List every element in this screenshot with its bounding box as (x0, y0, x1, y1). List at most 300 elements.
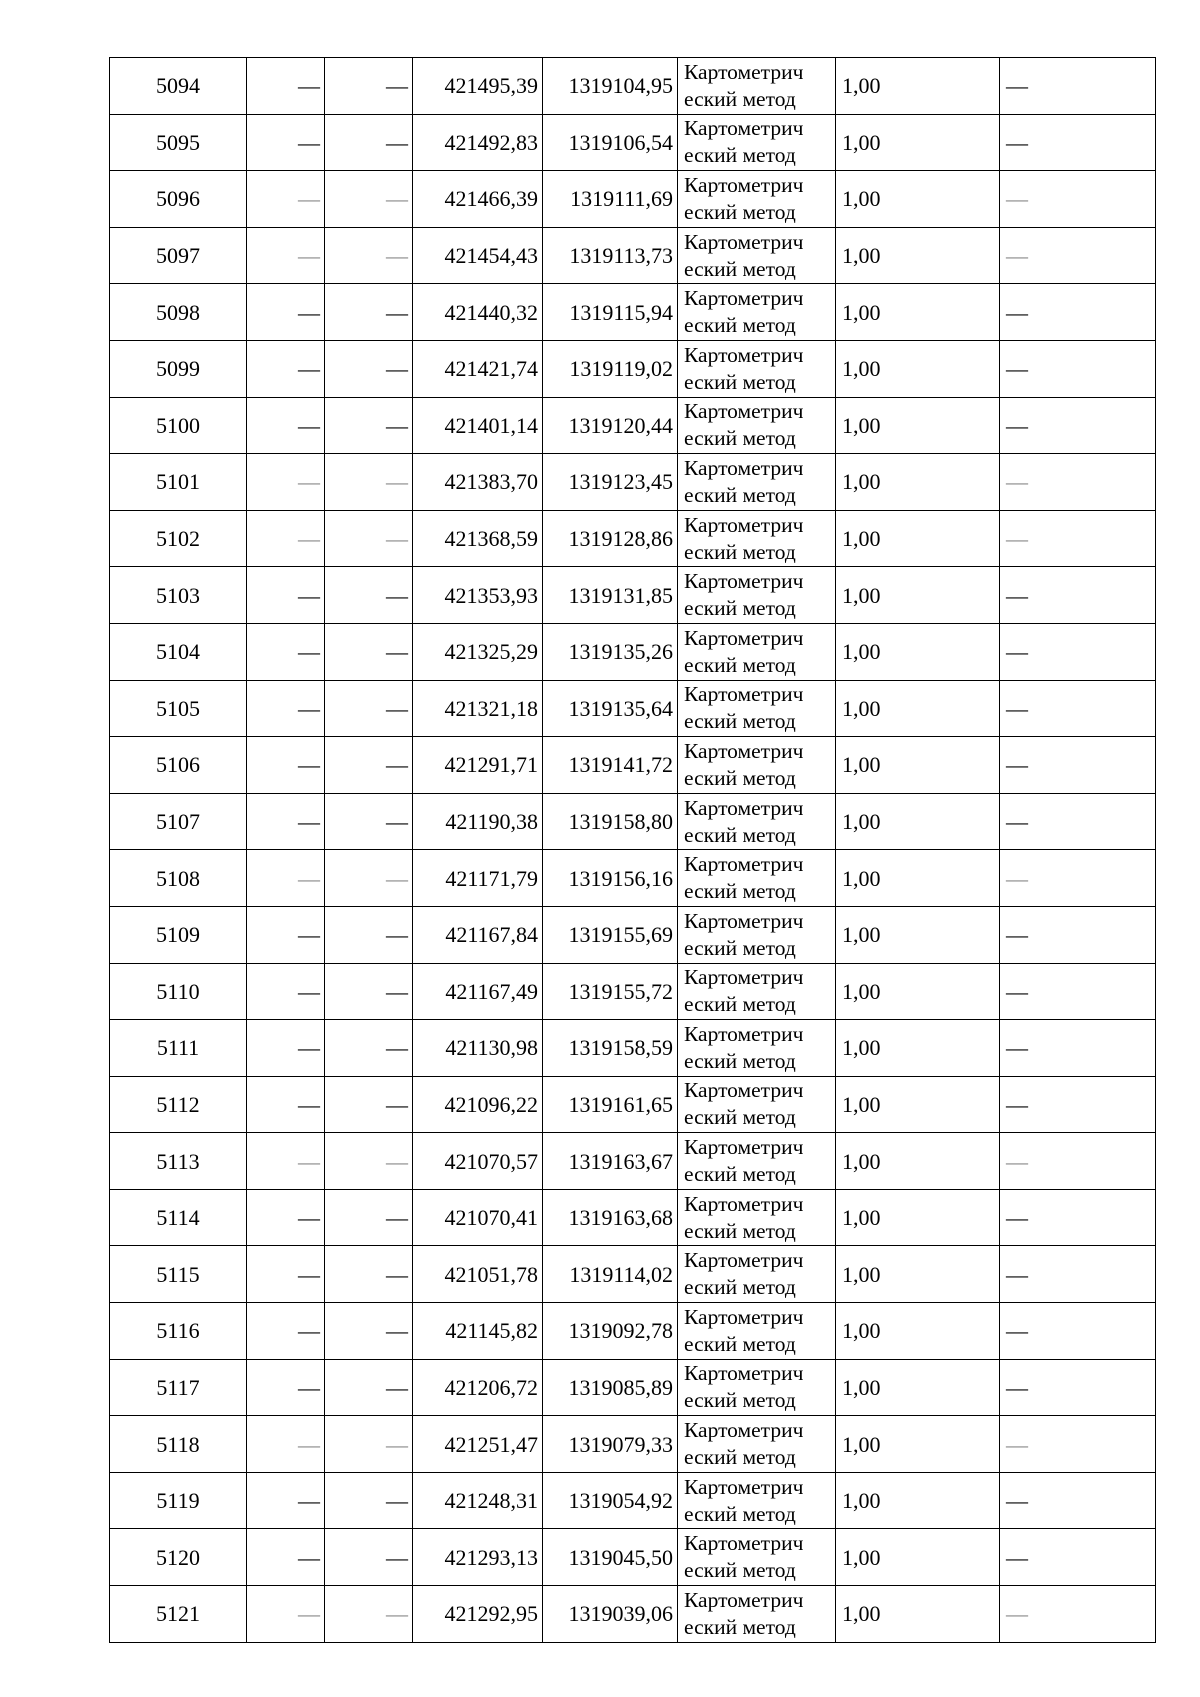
method-cell (678, 1529, 836, 1586)
method-text-line-2: еский метод (684, 1331, 796, 1356)
table-row (110, 963, 1156, 1020)
accuracy-cell: 1,00 (836, 171, 1000, 228)
empty-dash-cell: — (325, 1529, 413, 1586)
table-row (110, 1472, 1156, 1529)
accuracy-cell: 1,00 (836, 1076, 1000, 1133)
point-number-cell: 5097 (110, 227, 247, 284)
method-text-line-2: еский метод (684, 879, 796, 904)
table-row (110, 454, 1156, 511)
method-cell (678, 1246, 836, 1303)
method-text-line-1: Картометрич (684, 569, 804, 594)
empty-dash-cell: — (325, 906, 413, 963)
table-row (110, 1133, 1156, 1190)
coordinate-x-cell: 421421,74 (413, 340, 543, 397)
coordinate-y-cell: 1319104,95 (543, 58, 678, 115)
point-number-cell: 5094 (110, 58, 247, 115)
coordinate-y-cell: 1319128,86 (543, 510, 678, 567)
empty-dash-cell: — (325, 850, 413, 907)
point-number-cell: 5108 (110, 850, 247, 907)
table-row (110, 680, 1156, 737)
method-cell (678, 1020, 836, 1077)
description-dash-cell: — (1000, 227, 1156, 284)
point-number-cell: 5105 (110, 680, 247, 737)
empty-dash-cell: — (247, 114, 325, 171)
coordinate-y-cell: 1319135,64 (543, 680, 678, 737)
accuracy-cell: 1,00 (836, 1303, 1000, 1360)
method-text-line-1: Картометрич (684, 59, 804, 84)
empty-dash-cell: — (247, 227, 325, 284)
method-text-line-2: еский метод (684, 426, 796, 451)
coordinate-x-cell: 421368,59 (413, 510, 543, 567)
method-cell (678, 227, 836, 284)
method-text-line-2: еский метод (684, 596, 796, 621)
empty-dash-cell: — (325, 1303, 413, 1360)
empty-dash-cell: — (325, 284, 413, 341)
point-number-cell: 5110 (110, 963, 247, 1020)
method-text-line-1: Картометрич (684, 229, 804, 254)
method-cell (678, 680, 836, 737)
description-dash-cell: — (1000, 793, 1156, 850)
empty-dash-cell: — (247, 1246, 325, 1303)
coordinate-y-cell: 1319045,50 (543, 1529, 678, 1586)
table-row (110, 510, 1156, 567)
description-dash-cell: — (1000, 850, 1156, 907)
coordinates-table (109, 57, 1156, 1643)
method-text-line-2: еский метод (684, 1445, 796, 1470)
coordinate-y-cell: 1319155,69 (543, 906, 678, 963)
description-dash-cell: — (1000, 1529, 1156, 1586)
method-text-line-1: Картометрич (684, 1474, 804, 1499)
empty-dash-cell: — (325, 623, 413, 680)
coordinate-x-cell: 421325,29 (413, 623, 543, 680)
coordinate-y-cell: 1319079,33 (543, 1416, 678, 1473)
table-row (110, 227, 1156, 284)
point-number-cell: 5113 (110, 1133, 247, 1190)
accuracy-cell: 1,00 (836, 1416, 1000, 1473)
empty-dash-cell: — (325, 171, 413, 228)
coordinate-y-cell: 1319114,02 (543, 1246, 678, 1303)
method-text-line-1: Картометрич (684, 1021, 804, 1046)
description-dash-cell: — (1000, 58, 1156, 115)
coordinate-y-cell: 1319120,44 (543, 397, 678, 454)
method-text-line-2: еский метод (684, 992, 796, 1017)
method-cell (678, 284, 836, 341)
description-dash-cell: — (1000, 1359, 1156, 1416)
method-cell (678, 1189, 836, 1246)
description-dash-cell: — (1000, 623, 1156, 680)
coordinate-y-cell: 1319155,72 (543, 963, 678, 1020)
description-dash-cell: — (1000, 510, 1156, 567)
method-text-line-1: Картометрич (684, 399, 804, 424)
table-row (110, 1246, 1156, 1303)
accuracy-cell: 1,00 (836, 567, 1000, 624)
method-cell (678, 1416, 836, 1473)
empty-dash-cell: — (247, 850, 325, 907)
method-text-line-1: Картометрич (684, 512, 804, 537)
empty-dash-cell: — (325, 1586, 413, 1643)
table-row (110, 1189, 1156, 1246)
method-text-line-1: Картометрич (684, 116, 804, 141)
table-row (110, 1303, 1156, 1360)
method-text-line-1: Картометрич (684, 1135, 804, 1160)
description-dash-cell: — (1000, 171, 1156, 228)
empty-dash-cell: — (247, 737, 325, 794)
coordinate-x-cell: 421495,39 (413, 58, 543, 115)
description-dash-cell: — (1000, 1020, 1156, 1077)
empty-dash-cell: — (247, 1076, 325, 1133)
point-number-cell: 5116 (110, 1303, 247, 1360)
empty-dash-cell: — (247, 1020, 325, 1077)
point-number-cell: 5111 (110, 1020, 247, 1077)
method-cell (678, 510, 836, 567)
empty-dash-cell: — (247, 623, 325, 680)
accuracy-cell: 1,00 (836, 1529, 1000, 1586)
method-text-line-1: Картометрич (684, 852, 804, 877)
point-number-cell: 5098 (110, 284, 247, 341)
coordinate-x-cell: 421167,84 (413, 906, 543, 963)
method-text-line-2: еский метод (684, 313, 796, 338)
method-text-line-2: еский метод (684, 1275, 796, 1300)
coordinate-y-cell: 1319161,65 (543, 1076, 678, 1133)
method-cell (678, 963, 836, 1020)
point-number-cell: 5115 (110, 1246, 247, 1303)
table-row (110, 114, 1156, 171)
description-dash-cell: — (1000, 1472, 1156, 1529)
description-dash-cell: — (1000, 1189, 1156, 1246)
method-cell (678, 171, 836, 228)
method-cell (678, 1586, 836, 1643)
description-dash-cell: — (1000, 454, 1156, 511)
description-dash-cell: — (1000, 1246, 1156, 1303)
empty-dash-cell: — (247, 1189, 325, 1246)
table-row (110, 284, 1156, 341)
coordinate-y-cell: 1319115,94 (543, 284, 678, 341)
method-text-line-2: еский метод (684, 1105, 796, 1130)
empty-dash-cell: — (325, 1133, 413, 1190)
accuracy-cell: 1,00 (836, 963, 1000, 1020)
accuracy-cell: 1,00 (836, 1586, 1000, 1643)
empty-dash-cell: — (325, 454, 413, 511)
method-text-line-2: еский метод (684, 935, 796, 960)
method-cell (678, 58, 836, 115)
method-text-line-1: Картометрич (684, 1587, 804, 1612)
coordinate-y-cell: 1319092,78 (543, 1303, 678, 1360)
coordinate-y-cell: 1319123,45 (543, 454, 678, 511)
table-row (110, 58, 1156, 115)
empty-dash-cell: — (247, 680, 325, 737)
description-dash-cell: — (1000, 114, 1156, 171)
coordinate-x-cell: 421051,78 (413, 1246, 543, 1303)
coordinate-y-cell: 1319131,85 (543, 567, 678, 624)
empty-dash-cell: — (325, 340, 413, 397)
point-number-cell: 5100 (110, 397, 247, 454)
point-number-cell: 5095 (110, 114, 247, 171)
coordinate-y-cell: 1319163,68 (543, 1189, 678, 1246)
coordinate-x-cell: 421167,49 (413, 963, 543, 1020)
method-cell (678, 1359, 836, 1416)
accuracy-cell: 1,00 (836, 906, 1000, 963)
description-dash-cell: — (1000, 1586, 1156, 1643)
table-row (110, 340, 1156, 397)
empty-dash-cell: — (247, 1586, 325, 1643)
table-row (110, 1076, 1156, 1133)
coordinate-y-cell: 1319156,16 (543, 850, 678, 907)
empty-dash-cell: — (247, 1529, 325, 1586)
coordinate-y-cell: 1319106,54 (543, 114, 678, 171)
empty-dash-cell: — (325, 1076, 413, 1133)
empty-dash-cell: — (247, 1416, 325, 1473)
empty-dash-cell: — (325, 1472, 413, 1529)
empty-dash-cell: — (247, 1303, 325, 1360)
accuracy-cell: 1,00 (836, 1020, 1000, 1077)
coordinate-x-cell: 421401,14 (413, 397, 543, 454)
method-cell (678, 1472, 836, 1529)
method-text-line-1: Картометрич (684, 795, 804, 820)
accuracy-cell: 1,00 (836, 340, 1000, 397)
coordinate-x-cell: 421070,41 (413, 1189, 543, 1246)
method-cell (678, 906, 836, 963)
description-dash-cell: — (1000, 906, 1156, 963)
method-text-line-2: еский метод (684, 256, 796, 281)
method-text-line-2: еский метод (684, 1501, 796, 1526)
method-text-line-1: Картометрич (684, 1531, 804, 1556)
point-number-cell: 5102 (110, 510, 247, 567)
point-number-cell: 5109 (110, 906, 247, 963)
accuracy-cell: 1,00 (836, 454, 1000, 511)
table-row (110, 1020, 1156, 1077)
coordinate-y-cell: 1319085,89 (543, 1359, 678, 1416)
coordinate-y-cell: 1319054,92 (543, 1472, 678, 1529)
empty-dash-cell: — (325, 793, 413, 850)
coordinate-x-cell: 421248,31 (413, 1472, 543, 1529)
method-cell (678, 737, 836, 794)
method-text-line-2: еский метод (684, 1388, 796, 1413)
coordinate-y-cell: 1319119,02 (543, 340, 678, 397)
empty-dash-cell: — (325, 1189, 413, 1246)
method-text-line-1: Картометрич (684, 1248, 804, 1273)
table-body (110, 58, 1156, 1643)
empty-dash-cell: — (247, 58, 325, 115)
description-dash-cell: — (1000, 1303, 1156, 1360)
empty-dash-cell: — (325, 510, 413, 567)
empty-dash-cell: — (247, 1133, 325, 1190)
empty-dash-cell: — (247, 340, 325, 397)
method-text-line-1: Картометрич (684, 1191, 804, 1216)
description-dash-cell: — (1000, 397, 1156, 454)
table-row (110, 171, 1156, 228)
table-row (110, 623, 1156, 680)
accuracy-cell: 1,00 (836, 793, 1000, 850)
method-text-line-2: еский метод (684, 822, 796, 847)
empty-dash-cell: — (325, 680, 413, 737)
point-number-cell: 5114 (110, 1189, 247, 1246)
method-text-line-2: еский метод (684, 86, 796, 111)
method-text-line-2: еский метод (684, 143, 796, 168)
coordinate-y-cell: 1319163,67 (543, 1133, 678, 1190)
empty-dash-cell: — (325, 397, 413, 454)
coordinate-y-cell: 1319135,26 (543, 623, 678, 680)
method-text-line-1: Картометрич (684, 286, 804, 311)
method-text-line-2: еский метод (684, 765, 796, 790)
coordinate-x-cell: 421206,72 (413, 1359, 543, 1416)
accuracy-cell: 1,00 (836, 1359, 1000, 1416)
empty-dash-cell: — (247, 963, 325, 1020)
empty-dash-cell: — (325, 1020, 413, 1077)
accuracy-cell: 1,00 (836, 850, 1000, 907)
method-text-line-1: Картометрич (684, 908, 804, 933)
accuracy-cell: 1,00 (836, 227, 1000, 284)
method-cell (678, 1133, 836, 1190)
method-text-line-1: Картометрич (684, 738, 804, 763)
method-text-line-2: еский метод (684, 1558, 796, 1583)
description-dash-cell: — (1000, 1133, 1156, 1190)
point-number-cell: 5118 (110, 1416, 247, 1473)
method-cell (678, 454, 836, 511)
empty-dash-cell: — (325, 114, 413, 171)
method-text-line-2: еский метод (684, 199, 796, 224)
empty-dash-cell: — (247, 171, 325, 228)
table-row (110, 793, 1156, 850)
empty-dash-cell: — (325, 227, 413, 284)
coordinate-x-cell: 421353,93 (413, 567, 543, 624)
method-cell (678, 397, 836, 454)
method-cell (678, 623, 836, 680)
point-number-cell: 5119 (110, 1472, 247, 1529)
description-dash-cell: — (1000, 567, 1156, 624)
point-number-cell: 5101 (110, 454, 247, 511)
description-dash-cell: — (1000, 680, 1156, 737)
coordinate-x-cell: 421321,18 (413, 680, 543, 737)
method-text-line-2: еский метод (684, 1614, 796, 1639)
method-cell (678, 1303, 836, 1360)
point-number-cell: 5103 (110, 567, 247, 624)
accuracy-cell: 1,00 (836, 680, 1000, 737)
method-text-line-1: Картометрич (684, 625, 804, 650)
method-cell (678, 850, 836, 907)
method-text-line-1: Картометрич (684, 1304, 804, 1329)
method-text-line-2: еский метод (684, 1162, 796, 1187)
empty-dash-cell: — (325, 1416, 413, 1473)
method-text-line-1: Картометрич (684, 1078, 804, 1103)
accuracy-cell: 1,00 (836, 397, 1000, 454)
empty-dash-cell: — (247, 397, 325, 454)
table-row (110, 1529, 1156, 1586)
point-number-cell: 5096 (110, 171, 247, 228)
empty-dash-cell: — (325, 1246, 413, 1303)
method-text-line-1: Картометрич (684, 172, 804, 197)
accuracy-cell: 1,00 (836, 510, 1000, 567)
coordinate-x-cell: 421293,13 (413, 1529, 543, 1586)
coordinate-x-cell: 421292,95 (413, 1586, 543, 1643)
method-cell (678, 340, 836, 397)
coordinate-x-cell: 421291,71 (413, 737, 543, 794)
coordinate-x-cell: 421096,22 (413, 1076, 543, 1133)
table-row (110, 1416, 1156, 1473)
accuracy-cell: 1,00 (836, 1472, 1000, 1529)
accuracy-cell: 1,00 (836, 114, 1000, 171)
method-text-line-1: Картометрич (684, 965, 804, 990)
empty-dash-cell: — (247, 1472, 325, 1529)
description-dash-cell: — (1000, 284, 1156, 341)
coordinate-y-cell: 1319039,06 (543, 1586, 678, 1643)
description-dash-cell: — (1000, 963, 1156, 1020)
coordinate-y-cell: 1319158,80 (543, 793, 678, 850)
coordinate-y-cell: 1319113,73 (543, 227, 678, 284)
table-row (110, 906, 1156, 963)
empty-dash-cell: — (325, 58, 413, 115)
coordinate-x-cell: 421383,70 (413, 454, 543, 511)
coordinate-y-cell: 1319111,69 (543, 171, 678, 228)
accuracy-cell: 1,00 (836, 737, 1000, 794)
accuracy-cell: 1,00 (836, 284, 1000, 341)
table-row (110, 567, 1156, 624)
accuracy-cell: 1,00 (836, 1133, 1000, 1190)
method-cell (678, 567, 836, 624)
point-number-cell: 5106 (110, 737, 247, 794)
coordinate-x-cell: 421190,38 (413, 793, 543, 850)
coordinate-x-cell: 421466,39 (413, 171, 543, 228)
empty-dash-cell: — (247, 793, 325, 850)
description-dash-cell: — (1000, 737, 1156, 794)
table-row (110, 1586, 1156, 1643)
method-cell (678, 1076, 836, 1133)
table-row (110, 850, 1156, 907)
method-text-line-1: Картометрич (684, 682, 804, 707)
point-number-cell: 5104 (110, 623, 247, 680)
coordinate-x-cell: 421171,79 (413, 850, 543, 907)
method-text-line-1: Картометрич (684, 1418, 804, 1443)
coordinate-x-cell: 421251,47 (413, 1416, 543, 1473)
method-text-line-1: Картометрич (684, 342, 804, 367)
empty-dash-cell: — (247, 567, 325, 624)
empty-dash-cell: — (247, 284, 325, 341)
method-cell (678, 793, 836, 850)
empty-dash-cell: — (247, 906, 325, 963)
empty-dash-cell: — (325, 963, 413, 1020)
accuracy-cell: 1,00 (836, 1189, 1000, 1246)
coordinate-x-cell: 421440,32 (413, 284, 543, 341)
method-text-line-2: еский метод (684, 1218, 796, 1243)
coordinate-y-cell: 1319158,59 (543, 1020, 678, 1077)
accuracy-cell: 1,00 (836, 623, 1000, 680)
description-dash-cell: — (1000, 1416, 1156, 1473)
accuracy-cell: 1,00 (836, 1246, 1000, 1303)
description-dash-cell: — (1000, 1076, 1156, 1133)
method-text-line-1: Картометрич (684, 1361, 804, 1386)
method-text-line-1: Картометрич (684, 455, 804, 480)
method-text-line-2: еский метод (684, 652, 796, 677)
method-cell (678, 114, 836, 171)
empty-dash-cell: — (247, 454, 325, 511)
coordinate-x-cell: 421070,57 (413, 1133, 543, 1190)
coordinate-x-cell: 421492,83 (413, 114, 543, 171)
method-text-line-2: еский метод (684, 369, 796, 394)
empty-dash-cell: — (247, 510, 325, 567)
point-number-cell: 5117 (110, 1359, 247, 1416)
method-text-line-2: еский метод (684, 1048, 796, 1073)
method-text-line-2: еский метод (684, 539, 796, 564)
point-number-cell: 5120 (110, 1529, 247, 1586)
table-row (110, 737, 1156, 794)
table-row (110, 1359, 1156, 1416)
method-text-line-2: еский метод (684, 482, 796, 507)
accuracy-cell: 1,00 (836, 58, 1000, 115)
table-row (110, 397, 1156, 454)
description-dash-cell: — (1000, 340, 1156, 397)
coordinate-x-cell: 421130,98 (413, 1020, 543, 1077)
empty-dash-cell: — (247, 1359, 325, 1416)
point-number-cell: 5107 (110, 793, 247, 850)
